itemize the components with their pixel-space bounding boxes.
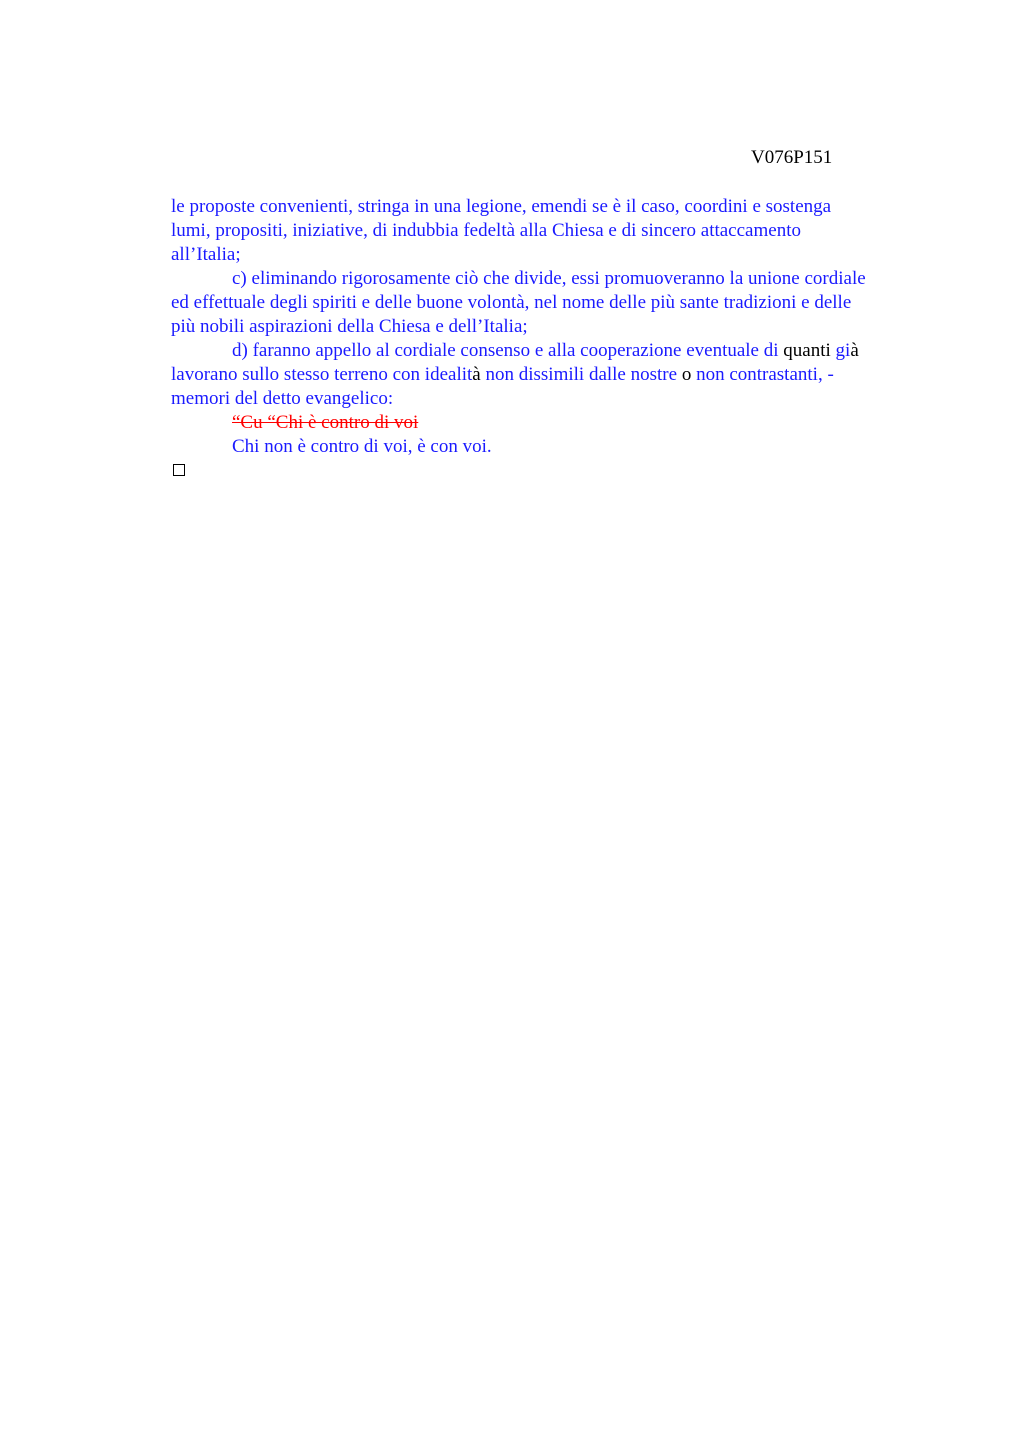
text-line	[171, 195, 931, 219]
text-segment: à	[472, 364, 481, 385]
text-line	[171, 387, 931, 411]
text-segment: lumi, propositi, iniziative, di indubbia fedeltà alla Chiesa e di sincero attaccamento	[171, 220, 801, 241]
text-segment: à	[850, 340, 859, 361]
text-segment: d) faranno appello al cordiale consenso e alla cooperazione eventuale di	[232, 340, 784, 361]
text-segment: non dissimili dalle nostre	[480, 364, 682, 385]
text-line	[171, 339, 931, 363]
text-segment: o	[681, 364, 692, 385]
text-line	[171, 267, 931, 291]
text-segment: Chi non è contro di voi, è con voi.	[232, 436, 492, 457]
text-line	[171, 411, 931, 435]
text-segment: memori del detto evangelico:	[171, 388, 394, 409]
text-segment: ed effettuale degli spiriti e delle buone volontà, nel nome delle più sante tradizioni e delle	[171, 292, 852, 313]
text-line	[171, 243, 931, 267]
text-segment: lavorano sullo stesso terreno con idealit	[171, 364, 473, 385]
text-segment: quanti	[783, 340, 831, 361]
page-reference: V076P151	[751, 147, 833, 168]
text-line	[171, 219, 931, 243]
document-body	[171, 195, 931, 476]
text-segment: c) eliminando rigorosamente ciò che divide, essi promuoveranno la unione cordiale	[232, 268, 866, 289]
text-line	[171, 291, 931, 315]
text-segment: gi	[830, 340, 851, 361]
checkbox-icon	[173, 464, 185, 476]
text-line	[171, 363, 931, 387]
text-line	[171, 315, 931, 339]
text-segment: le proposte convenienti, stringa in una legione, emendi se è il caso, coordini e sostenga	[171, 196, 832, 217]
text-line	[171, 435, 931, 459]
text-segment: più nobili aspirazioni della Chiesa e dell’Italia;	[171, 316, 528, 337]
text-segment: all’Italia;	[171, 244, 241, 265]
struck-text-segment: “Cu “Chi è contro di voi	[232, 412, 419, 433]
text-segment: non contrastanti, -	[691, 364, 834, 385]
